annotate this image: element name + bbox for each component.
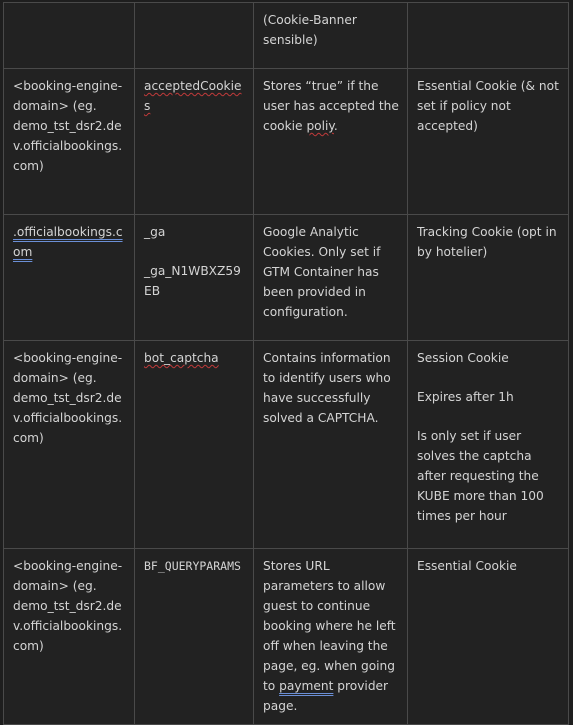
table-row <box>4 3 569 69</box>
type-cell <box>408 69 569 215</box>
cell-text: Contains information to identify users who have successfully solved a CAPTCHA. <box>263 351 391 425</box>
domain-cell <box>4 215 135 341</box>
purpose-cell <box>254 215 408 341</box>
cell-text: Stores “true” if the user has accepted the cookie poliy. <box>263 79 399 133</box>
cell-text: Tracking Cookie (opt in by hotelier) <box>417 225 557 259</box>
type-cell <box>408 341 569 549</box>
purpose-cell <box>254 3 408 69</box>
cell-text: <booking-engine-domain> (eg. demo_tst_dsr2.dev.officialbookings.com) <box>13 79 123 173</box>
type-cell <box>408 549 569 725</box>
cookie-name-cell <box>135 3 254 69</box>
cookie-table <box>3 2 569 725</box>
cookie-name-cell <box>135 341 254 549</box>
cell-text: Essential Cookie <box>417 559 517 573</box>
table-row <box>4 549 569 725</box>
type-cell <box>408 3 569 69</box>
domain-cell <box>4 549 135 725</box>
cell-text: (Cookie-Banner sensible) <box>263 13 357 47</box>
cookie-name-cell <box>135 215 254 341</box>
type-cell <box>408 215 569 341</box>
cell-text: _ga_N1WBXZ59EB <box>144 264 241 298</box>
cell-text: BF_QUERYPARAMS <box>144 559 241 573</box>
purpose-cell <box>254 69 408 215</box>
domain-cell <box>4 3 135 69</box>
table-row <box>4 215 569 341</box>
table-row <box>4 341 569 549</box>
cell-text: Google Analytic Cookies. Only set if GTM Container has been provided in configuration. <box>263 225 381 319</box>
cell-text: Expires after 1h <box>417 390 514 404</box>
cell-text: Stores URL parameters to allow guest to continue booking where he left off when leaving the page, eg. when going to payment provider page. <box>263 559 396 713</box>
cell-text: <booking-engine-domain> (eg. demo_tst_dsr2.dev.officialbookings.com) <box>13 559 123 653</box>
cell-text: .officialbookings.com <box>13 225 123 259</box>
cell-text: bot_captcha <box>144 351 219 365</box>
domain-cell <box>4 341 135 549</box>
cell-text: Session Cookie <box>417 351 509 365</box>
cookie-name-cell <box>135 69 254 215</box>
cell-text: Is only set if user solves the captcha after requesting the KUBE more than 100 times per hour <box>417 429 544 523</box>
cookie-name-cell <box>135 549 254 725</box>
table-row <box>4 69 569 215</box>
cell-text: Essential Cookie (& not set if policy not accepted) <box>417 79 559 133</box>
purpose-cell <box>254 341 408 549</box>
cell-text: _ga <box>144 225 166 239</box>
purpose-cell <box>254 549 408 725</box>
cell-text: <booking-engine-domain> (eg. demo_tst_dsr2.dev.officialbookings.com) <box>13 351 123 445</box>
domain-cell <box>4 69 135 215</box>
cell-text: acceptedCookies <box>144 79 242 113</box>
